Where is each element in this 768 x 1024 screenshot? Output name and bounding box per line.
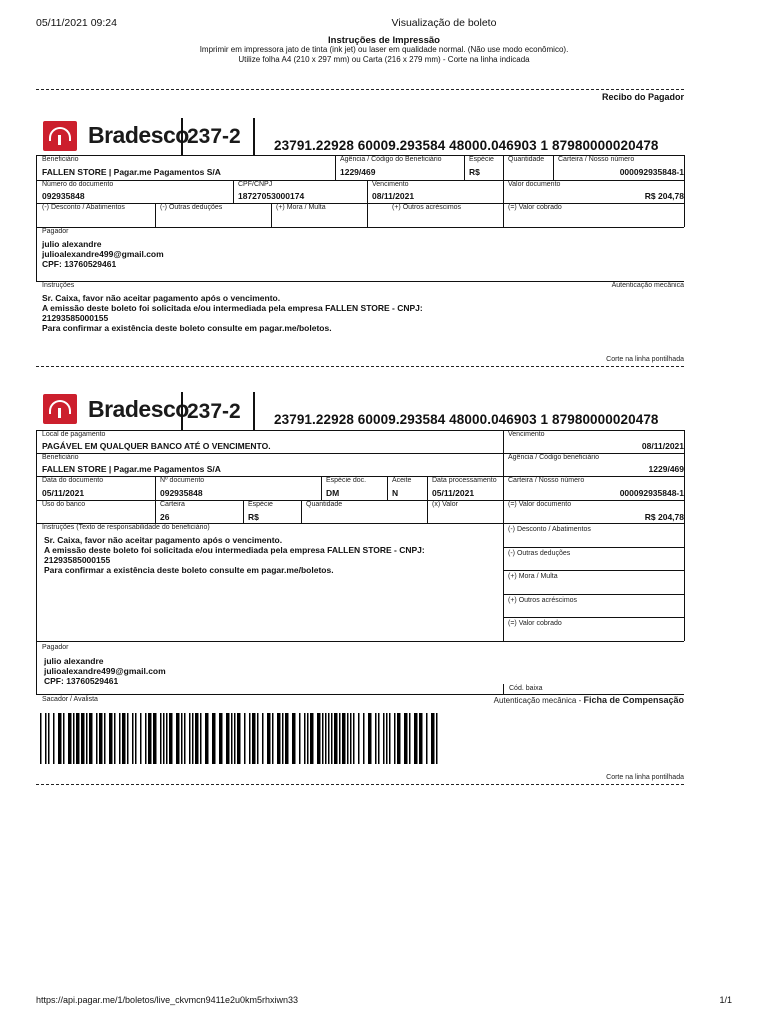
label: (-) Outras deduções — [160, 204, 223, 211]
currency: R$ — [469, 167, 480, 177]
label: (-) Desconto / Abatimentos — [508, 526, 591, 533]
due-date: 08/11/2021 — [641, 441, 684, 451]
label: Pagador — [42, 228, 69, 235]
our-number: 000092935848-1 — [619, 488, 684, 498]
payment-place: PAGÁVEL EM QUALQUER BANCO ATÉ O VENCIMENTO. — [42, 441, 271, 451]
grid-line — [503, 155, 504, 227]
label: Carteira — [160, 501, 185, 508]
document-value: R$ 204,78 — [644, 512, 684, 522]
bank-code: 237-2 — [187, 125, 241, 148]
grid-line — [684, 155, 685, 227]
due-date: 08/11/2021 — [372, 191, 415, 201]
label: Espécie doc. — [326, 477, 367, 484]
label: Data processamento — [432, 477, 497, 484]
ficha-label: Ficha de Compensação — [583, 695, 684, 705]
instruction: 21293585000155 — [44, 555, 111, 565]
label: Número do documento — [42, 181, 114, 188]
acceptance: N — [392, 488, 399, 498]
beneficiary: FALLEN STORE | Pagar.me Pagamentos S/A — [42, 464, 221, 474]
instruction: A emissão deste boleto foi solicitada e/ou intermediada pela empresa FALLEN STORE - CNPJ: — [44, 545, 425, 555]
grid-line — [427, 476, 428, 523]
label: Carteira / Nosso número — [508, 477, 585, 484]
label: (-) Desconto / Abatimentos — [42, 204, 125, 211]
label: Quantidade — [508, 156, 545, 163]
bradesco-logo-icon — [43, 394, 77, 424]
grid-line — [233, 180, 234, 203]
payer-email: julioalexandre499@gmail.com — [42, 249, 164, 259]
grid-line — [36, 430, 37, 694]
label: Beneficiário — [42, 156, 79, 163]
grid-line — [155, 476, 156, 523]
print-instructions-line2: Utilize folha A4 (210 x 297 mm) ou Carta (216 x 279 mm) - Corte na linha indicada — [238, 55, 530, 64]
divider — [253, 392, 255, 430]
label: Carteira / Nosso número — [558, 156, 635, 163]
agency: 1229/469 — [648, 464, 684, 474]
cut-line — [36, 784, 684, 785]
document-kind: DM — [326, 488, 340, 498]
cut-line — [36, 366, 684, 367]
print-instructions-line1: Imprimir em impressora jato de tinta (ink jet) ou laser em qualidade normal. (Não use modo econômico). — [199, 45, 569, 54]
label: (+) Mora / Multa — [508, 573, 558, 580]
payer-cpf: CPF: 13760529461 — [42, 259, 117, 269]
grid-line — [503, 547, 684, 548]
divider — [181, 392, 183, 430]
grid-line — [321, 476, 322, 500]
label: Nº documento — [160, 477, 205, 484]
grid-line — [503, 570, 684, 571]
bank-name: Bradesco — [88, 122, 189, 148]
grid-line — [503, 430, 504, 641]
grid-line — [684, 430, 685, 641]
label: Local de pagamento — [42, 431, 106, 438]
page-number: 1/1 — [719, 995, 732, 1005]
grid-line — [36, 500, 684, 501]
label: (=) Valor documento — [508, 501, 572, 508]
bank-code: 237-2 — [187, 400, 241, 423]
label: Espécie — [469, 156, 494, 163]
grid-line — [553, 155, 554, 180]
instruction: Sr. Caixa, favor não aceitar pagamento após o vencimento. — [42, 293, 281, 303]
label: Instruções (Texto de responsabilidade do beneficiário) — [42, 524, 210, 531]
digitable-line: 23791.22928 60009.293584 48000.046903 1 87980000020478 — [274, 138, 659, 153]
label: Data do documento — [42, 477, 104, 484]
label: Beneficiário — [42, 454, 79, 461]
label: Espécie — [248, 501, 273, 508]
grid-line — [36, 430, 684, 431]
bank-name: Bradesco — [88, 396, 189, 422]
authentication-label — [494, 695, 684, 705]
label: (+) Outros acréscimos — [508, 597, 578, 604]
grid-line — [301, 500, 302, 523]
label: (=) Valor cobrado — [508, 620, 562, 627]
label: Pagador — [42, 644, 69, 651]
print-instructions-title: Instruções de Impressão — [328, 35, 440, 46]
grid-line — [155, 203, 156, 227]
document-value: R$ 204,78 — [644, 191, 684, 201]
label: CPF/CNPJ — [238, 181, 273, 188]
cut-label: Corte na linha pontilhada — [606, 774, 684, 781]
page-url[interactable]: https://api.pagar.me/1/boletos/live_ckvmcn9411e2u0km5rhxiwn33 — [36, 995, 298, 1005]
instruction: A emissão deste boleto foi solicitada e/ou intermediada pela empresa FALLEN STORE - CNPJ: — [42, 303, 423, 313]
our-number: 000092935848-1 — [619, 167, 684, 177]
receipt-label: Recibo do Pagador — [601, 92, 684, 102]
grid-line — [387, 476, 388, 500]
document-number: 092935848 — [160, 488, 203, 498]
label: Uso do banco — [42, 501, 86, 508]
grid-line — [367, 180, 368, 227]
grid-line — [36, 155, 37, 281]
grid-line — [36, 281, 684, 282]
grid-line — [503, 594, 684, 595]
currency: R$ — [248, 512, 259, 522]
instruction: Para confirmar a existência deste boleto consulte em pagar.me/boletos. — [42, 323, 332, 333]
label: Agência / Código beneficiário — [508, 454, 600, 461]
label: Autenticação mecânica — [611, 282, 684, 289]
wallet: 26 — [160, 512, 170, 522]
beneficiary: FALLEN STORE | Pagar.me Pagamentos S/A — [42, 167, 221, 177]
processing-date: 05/11/2021 — [432, 488, 475, 498]
label: Sacador / Avalista — [42, 696, 98, 703]
document-number: 092935848 — [42, 191, 85, 201]
cut-line — [36, 89, 684, 90]
label: Instruções — [42, 282, 75, 289]
label: (+) Outros acréscimos — [392, 204, 462, 211]
print-datetime: 05/11/2021 09:24 — [36, 17, 117, 29]
grid-line — [243, 500, 244, 523]
payer-cpf: CPF: 13760529461 — [44, 676, 119, 686]
grid-line — [36, 180, 684, 181]
instruction: 21293585000155 — [42, 313, 109, 323]
barcode-icon — [40, 713, 440, 764]
page-title: Visualização de boleto — [391, 17, 497, 29]
payer-name: julio alexandre — [44, 656, 104, 666]
label: Vencimento — [508, 431, 545, 438]
grid-line — [36, 203, 684, 204]
cpf-cnpj: 18727053000174 — [238, 191, 305, 201]
label: (-) Outras deduções — [508, 550, 571, 557]
grid-line — [271, 203, 272, 227]
label: Vencimento — [372, 181, 409, 188]
grid-line — [503, 617, 684, 618]
payer-name: julio alexandre — [42, 239, 102, 249]
grid-line — [335, 155, 336, 180]
label: Autenticação mecânica - — [493, 696, 584, 705]
divider — [253, 118, 255, 155]
agency: 1229/469 — [340, 167, 376, 177]
grid-line — [464, 155, 465, 180]
label: (x) Valor — [432, 501, 458, 508]
label: Agência / Código do Beneficiário — [340, 156, 442, 163]
grid-line — [36, 227, 684, 228]
grid-line — [36, 641, 684, 642]
document-date: 05/11/2021 — [42, 488, 85, 498]
cut-label: Corte na linha pontilhada — [606, 356, 684, 363]
label: Valor documento — [508, 181, 561, 188]
instruction: Para confirmar a existência deste boleto consulte em pagar.me/boletos. — [44, 565, 334, 575]
grid-line — [503, 684, 504, 694]
label: Aceite — [392, 477, 412, 484]
label: (=) Valor cobrado — [508, 204, 562, 211]
label: Quantidade — [306, 501, 343, 508]
instruction: Sr. Caixa, favor não aceitar pagamento após o vencimento. — [44, 535, 283, 545]
label: (+) Mora / Multa — [276, 204, 326, 211]
digitable-line: 23791.22928 60009.293584 48000.046903 1 87980000020478 — [274, 412, 659, 427]
bradesco-logo-icon — [43, 121, 77, 151]
payer-email: julioalexandre499@gmail.com — [44, 666, 166, 676]
divider — [181, 118, 183, 155]
label: Cód. baixa — [509, 685, 543, 692]
